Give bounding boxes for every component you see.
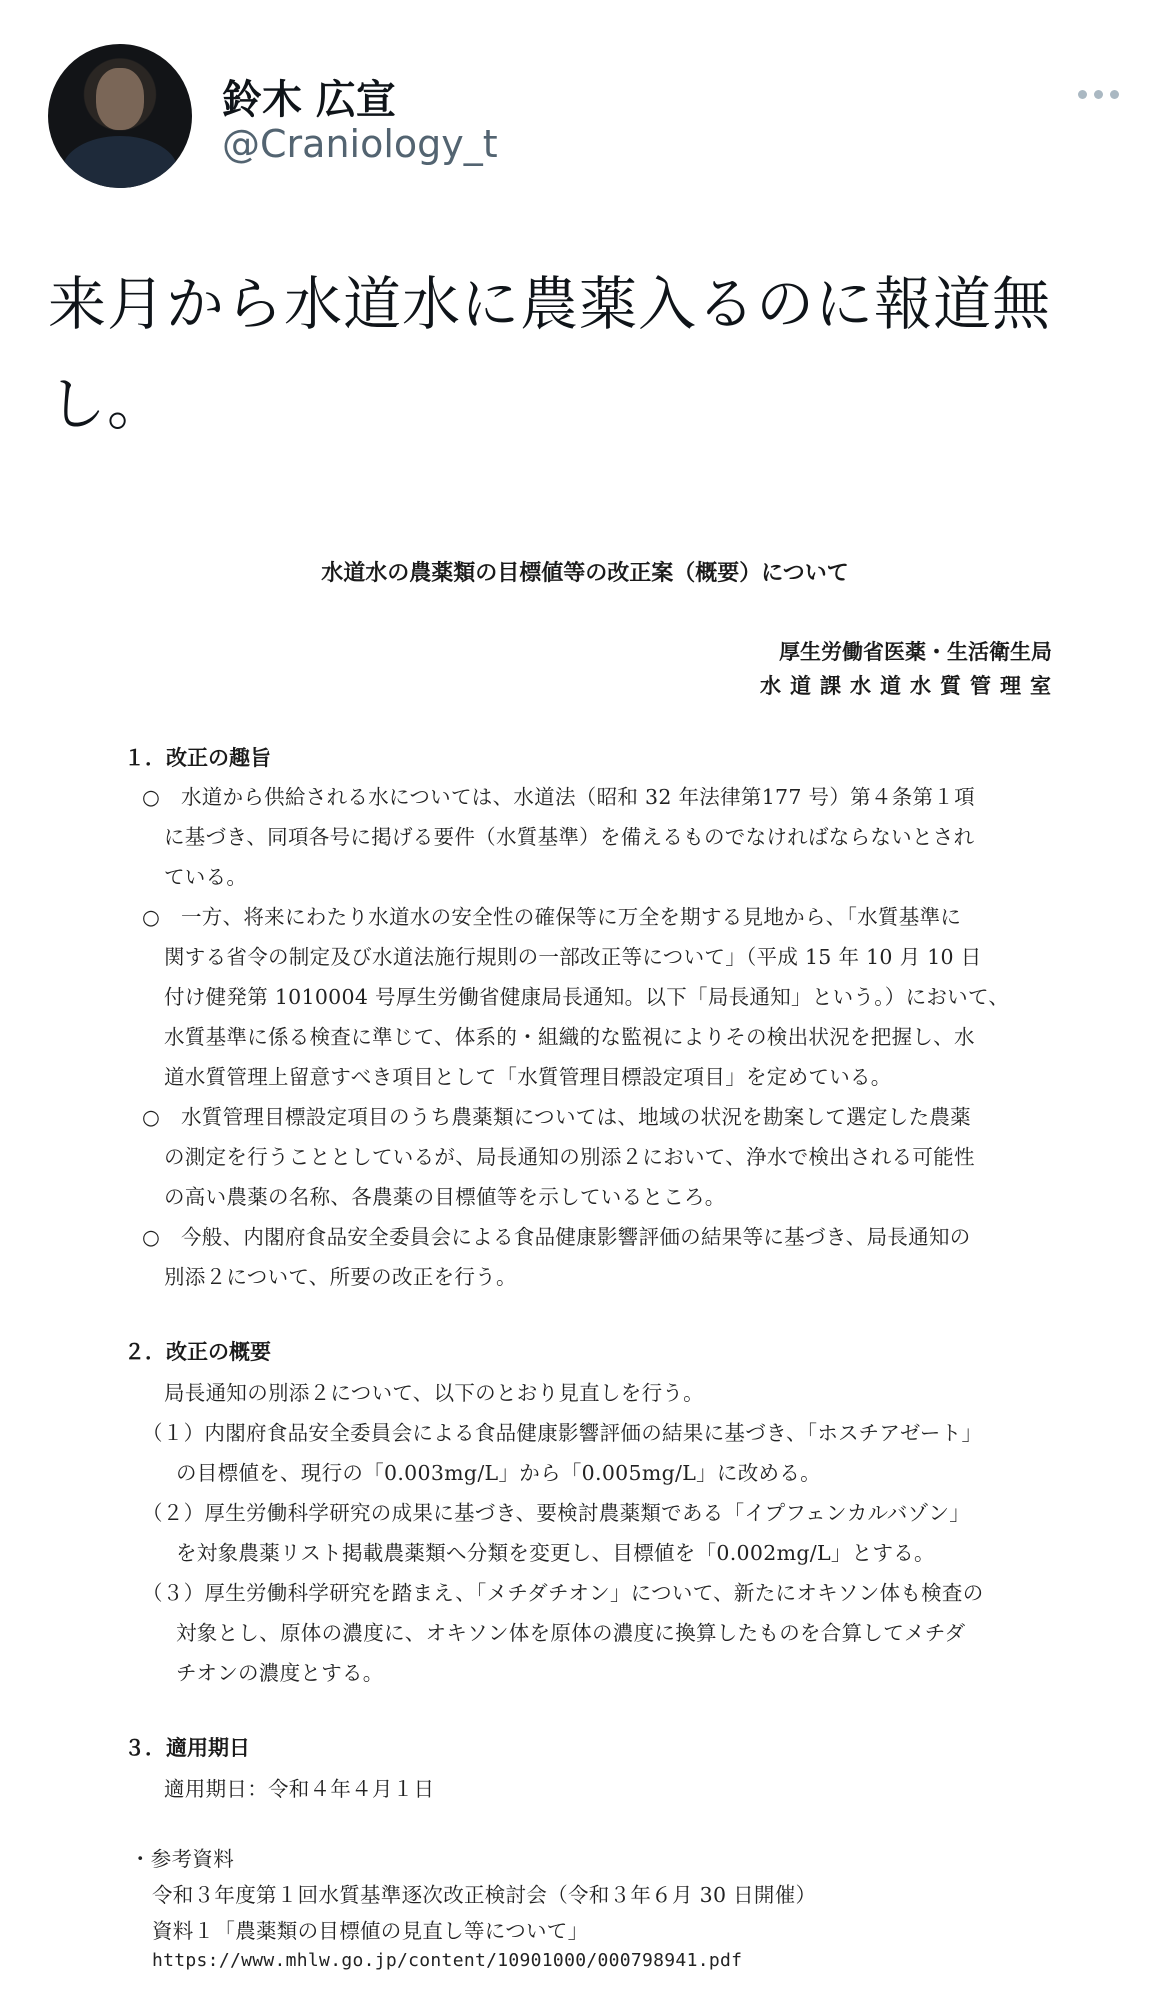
attached-document-image[interactable] (0, 520, 1170, 2007)
section1-line: 付け健発第 1010004 号厚生労働省健康局長通知。以下「局長通知」という。）において、 (164, 985, 1010, 1009)
section1-line: 水質基準に係る検査に準じて、体系的・組織的な監視によりその検出状況を把握し、水 (164, 1025, 975, 1049)
section2-line: （１）内閣府食品安全委員会による食品健康影響評価の結果に基づき、「ホスチアゼート」 (142, 1421, 983, 1445)
document-title: 水道水の農薬類の目標値等の改正案（概要）について (321, 561, 849, 586)
dot (1078, 90, 1087, 99)
section2-line: 局長通知の別添２について、以下のとおり見直しを行う。 (164, 1381, 704, 1405)
avatar[interactable] (48, 44, 192, 188)
more-options-icon[interactable] (1078, 76, 1158, 112)
section1-line: ○ 今般、内閣府食品安全委員会による食品健康影響評価の結果等に基づき、局長通知の (142, 1225, 971, 1249)
section2-line: （２）厚生労働科学研究の成果に基づき、要検討農薬類である「イプフェンカルバゾン」 (142, 1501, 971, 1525)
reference-line: ・参考資料 (130, 1847, 234, 1871)
section3-line: 適用期日：令和４年４月１日 (164, 1777, 435, 1801)
section1-line: ○ 一方、将来にわたり水道水の安全性の確保等に万全を期する見地から、「水質基準に (142, 905, 962, 929)
section1-line: 別添２について、所要の改正を行う。 (164, 1265, 517, 1289)
section2-line: を対象農薬リスト掲載農薬類へ分類を変更し、目標値を「0.002mg/L」とする。 (176, 1541, 935, 1565)
section1-line: の測定を行うこととしているが、局長通知の別添２において、浄水で検出される可能性 (164, 1145, 975, 1169)
section1-line: に基づき、同項各号に掲げる要件（水質基準）を備えるものでなければならないとされ (164, 825, 975, 849)
section1-line: の高い農薬の名称、各農薬の目標値等を示しているところ。 (164, 1185, 726, 1209)
reference-line: 令和３年度第１回水質基準逐次改正検討会（令和３年６月 30 日開催） (152, 1883, 817, 1907)
document-org-line1: 厚生労働省医薬・生活衛生局 (779, 640, 1052, 664)
dot (1094, 90, 1103, 99)
section2-line: の目標値を、現行の「0.003mg/L」から「0.005mg/L」に改める。 (176, 1461, 821, 1485)
dot (1110, 90, 1119, 99)
section3-heading: ３．適用期日 (124, 1736, 250, 1760)
avatar-shoulders (62, 136, 178, 188)
section1-line: 道水質管理上留意すべき項目として「水質管理目標設定項目」を定めている。 (164, 1065, 892, 1089)
section1-line: ○ 水道から供給される水については、水道法（昭和 32 年法律第177 号）第４条第１項 (142, 785, 975, 809)
tweet-text: 来月から水道水に農薬入るのに報道無し。 (48, 270, 1052, 438)
tweet-header (0, 0, 1170, 200)
reference-line: 資料１「農薬類の目標値の見直し等について」 (152, 1919, 589, 1943)
section1-line: ている。 (164, 865, 248, 889)
document-org-line2: 水道課水道水質管理室 (760, 674, 1060, 698)
section2-heading: ２．改正の概要 (124, 1340, 271, 1364)
section1-heading: １．改正の趣旨 (124, 746, 271, 770)
section2-line: （３）厚生労働科学研究を踏まえ、「メチダチオン」について、新たにオキソン体も検査の (142, 1581, 984, 1605)
avatar-face (96, 68, 144, 130)
reference-url[interactable]: https://www.mhlw.go.jp/content/10901000/000798941.pdf (152, 1950, 743, 1971)
section1-line: ○ 水質管理目標設定項目のうち農薬類については、地域の状況を勘案して選定した農薬 (142, 1105, 971, 1129)
section2-line: チオンの濃度とする。 (176, 1661, 384, 1685)
section1-line: 関する省令の制定及び水道法施行規則の一部改正等について」（平成 15 年 10 月 10 日 (164, 945, 982, 969)
section2-line: 対象とし、原体の濃度に、オキソン体を原体の濃度に換算したものを合算してメチダ (176, 1621, 966, 1645)
author-name[interactable]: 鈴木 広宣 (222, 77, 396, 123)
author-handle[interactable]: @Craniology_t (222, 122, 498, 166)
